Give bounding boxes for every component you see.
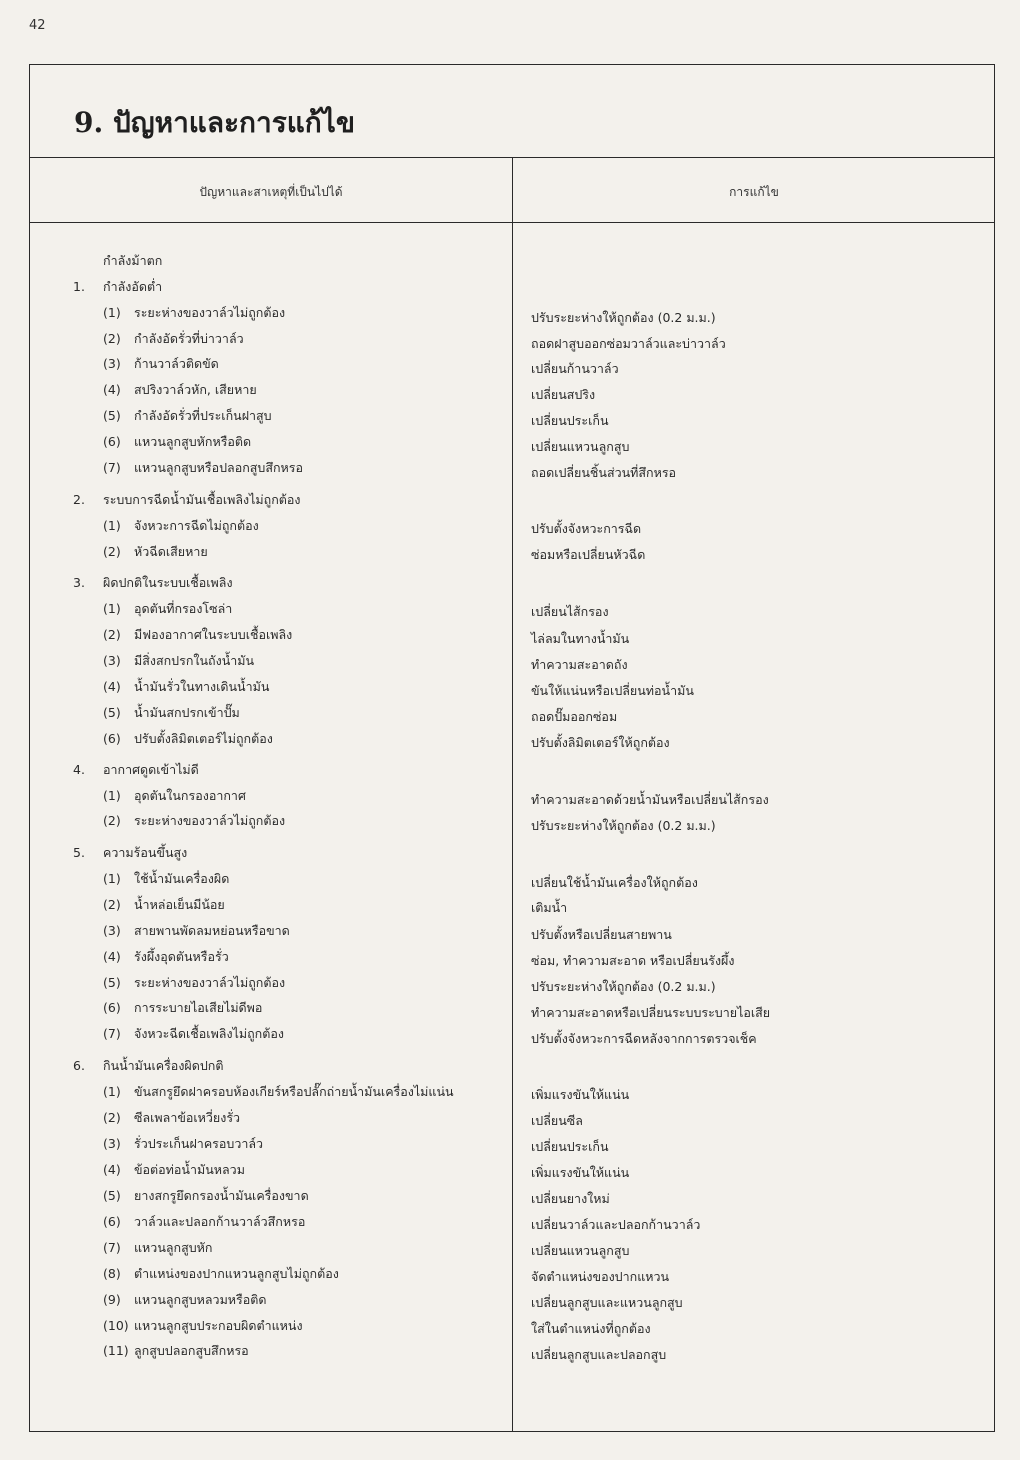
solution-row: ถอดเปลี่ยนชิ้นส่วนที่สึกหรอ	[531, 465, 677, 480]
solution-row: เพิ่มแรงขันให้แน่น	[531, 1087, 630, 1102]
problem-number: (7)	[103, 1240, 121, 1255]
problem-text: รังผึ้งอุดตันหรือรั่ว	[134, 949, 229, 964]
problem-text: อุดตันที่กรองโซล่า	[134, 601, 233, 616]
problem-number: (6)	[103, 1000, 121, 1015]
problem-text: กำลังอัดต่ำ	[103, 279, 163, 294]
problem-number: (5)	[103, 705, 121, 720]
solution-row: เปลี่ยนก้านวาล์ว	[531, 361, 619, 376]
problem-text: ยางสกรูยึดกรองน้ำมันเครื่องขาด	[134, 1188, 309, 1203]
problem-text: กำลังอัดรั่วที่บ่าวาล์ว	[134, 331, 244, 346]
problem-text: แหวนลูกสูบหัก	[134, 1240, 213, 1255]
solution-row: เปลี่ยนแหวนลูกสูบ	[531, 1243, 630, 1258]
problem-text: มีฟองอากาศในระบบเชื้อเพลิง	[134, 627, 293, 642]
problem-text: ลูกสูบปลอกสูบสึกหรอ	[134, 1343, 249, 1358]
solution-row: ไล่ลมในทางน้ำมัน	[531, 631, 630, 646]
page-title: 9. ปัญหาและการแก้ไข	[74, 106, 355, 139]
solution-row: ปรับตั้งหรือเปลี่ยนสายพาน	[531, 927, 672, 942]
problem-text: แหวนลูกสูบประกอบผิดตำแหน่ง	[134, 1318, 303, 1333]
solution-row: เพิ่มแรงขันให้แน่น	[531, 1165, 630, 1180]
troubleshooting-table	[29, 64, 995, 1432]
problem-number: (4)	[103, 679, 121, 694]
solution-row: ปรับระยะห่างให้ถูกต้อง (0.2 ม.ม.)	[531, 979, 716, 994]
problem-text: ความร้อนขึ้นสูง	[103, 845, 188, 860]
problem-number: (1)	[103, 871, 121, 886]
problem-number: 6.	[73, 1058, 85, 1073]
problem-number: (3)	[103, 1136, 121, 1151]
problem-number: (6)	[103, 1214, 121, 1229]
problem-text: จังหวะฉีดเชื้อเพลิงไม่ถูกต้อง	[134, 1026, 284, 1041]
problem-text: จังหวะการฉีดไม่ถูกต้อง	[134, 518, 259, 533]
column-divider	[512, 157, 513, 1431]
solution-row: ปรับตั้งลิมิตเตอร์ให้ถูกต้อง	[531, 735, 670, 750]
solution-row: ปรับตั้งจังหวะการฉีดหลังจากการตรวจเช็ค	[531, 1031, 757, 1046]
problem-text: ขันสกรูยึดฝาครอบห้องเกียร์หรือปลั๊กถ่ายน้ำมันเครื่องไม่แน่น	[134, 1084, 454, 1099]
solution-row: ใส่ในตำแหน่งที่ถูกต้อง	[531, 1321, 651, 1336]
solution-row: ถอดฝาสูบออกซ่อมวาล์วและบ่าวาล์ว	[531, 336, 726, 351]
problem-number: 5.	[73, 845, 85, 860]
problem-text: ใช้น้ำมันเครื่องผิด	[134, 871, 230, 886]
problem-text: ปรับตั้งลิมิตเตอร์ไม่ถูกต้อง	[134, 731, 273, 746]
problem-text: น้ำมันสกปรกเข้าปั๊ม	[134, 705, 240, 720]
problem-text: กำลังอัดรั่วที่ประเก็นฝาสูบ	[134, 408, 272, 423]
problem-text: กินน้ำมันเครื่องผิดปกติ	[103, 1058, 224, 1073]
problem-number: (7)	[103, 1026, 121, 1041]
problem-number: (11)	[103, 1343, 129, 1358]
problem-text: ตำแหน่งของปากแหวนลูกสูบไม่ถูกต้อง	[134, 1266, 339, 1281]
problem-number: (4)	[103, 382, 121, 397]
solution-row: เปลี่ยนลูกสูบและแหวนลูกสูบ	[531, 1295, 683, 1310]
problem-number: 4.	[73, 762, 85, 777]
problem-number: (5)	[103, 975, 121, 990]
solution-row: เติมน้ำ	[531, 900, 568, 915]
problem-text: ก้านวาล์วติดขัด	[134, 356, 219, 371]
solution-row: เปลี่ยนแหวนลูกสูบ	[531, 439, 630, 454]
solution-row: เปลี่ยนยางใหม่	[531, 1191, 610, 1206]
solution-row: เปลี่ยนวาล์วและปลอกก้านวาล์ว	[531, 1217, 701, 1232]
problem-text: สายพานพัดลมหย่อนหรือขาด	[134, 923, 290, 938]
problem-number: 3.	[73, 575, 85, 590]
problem-number: (8)	[103, 1266, 121, 1281]
solution-column-header: การแก้ไข	[729, 185, 779, 199]
problem-number: (2)	[103, 813, 121, 828]
problem-number: (1)	[103, 601, 121, 616]
problem-number: (3)	[103, 356, 121, 371]
solution-row: ซ่อมหรือเปลี่ยนหัวฉีด	[531, 547, 646, 562]
problem-number: (9)	[103, 1292, 121, 1307]
problem-number: (7)	[103, 460, 121, 475]
problem-number: 2.	[73, 492, 85, 507]
solution-row: ปรับตั้งจังหวะการฉีด	[531, 521, 642, 536]
solution-row: ทำความสะอาดด้วยน้ำมันหรือเปลี่ยนไส้กรอง	[531, 792, 769, 807]
problem-text: รั่วประเก็นฝาครอบวาล์ว	[134, 1136, 264, 1151]
problem-number: (1)	[103, 788, 121, 803]
problem-text: การระบายไอเสียไม่ดีพอ	[134, 1000, 263, 1015]
problem-number: (2)	[103, 1110, 121, 1125]
solution-row: ถอดปั๊มออกซ่อม	[531, 709, 618, 724]
solution-row: ทำความสะอาดถัง	[531, 657, 628, 672]
problem-number: (1)	[103, 1084, 121, 1099]
problem-number: (2)	[103, 331, 121, 346]
solution-row: ขันให้แน่นหรือเปลี่ยนท่อน้ำมัน	[531, 683, 694, 698]
problem-text: อากาศดูดเข้าไม่ดี	[103, 762, 199, 777]
problem-number: (4)	[103, 1162, 121, 1177]
solution-row: เปลี่ยนใช้น้ำมันเครื่องให้ถูกต้อง	[531, 875, 698, 890]
problem-number: (5)	[103, 408, 121, 423]
page-number: 42	[29, 18, 46, 33]
problem-text: กำลังม้าตก	[103, 253, 163, 268]
problem-text: ระยะห่างของวาล์วไม่ถูกต้อง	[134, 305, 286, 320]
problem-number: (3)	[103, 653, 121, 668]
solution-row: ซ่อม, ทำความสะอาด หรือเปลี่ยนรังผึ้ง	[531, 953, 735, 968]
problem-text: อุดตันในกรองอากาศ	[134, 788, 246, 803]
problem-number: (4)	[103, 949, 121, 964]
problem-number: 1.	[73, 279, 85, 294]
problem-text: ผิดปกติในระบบเชื้อเพลิง	[103, 575, 233, 590]
solution-row: ทำความสะอาดหรือเปลี่ยนระบบระบายไอเสีย	[531, 1005, 771, 1020]
problem-number: (1)	[103, 305, 121, 320]
solution-row: จัดตำแหน่งของปากแหวน	[531, 1269, 670, 1284]
problem-text: มีสิ่งสกปรกในถังน้ำมัน	[134, 653, 255, 668]
problem-text: แหวนลูกสูบหักหรือติด	[134, 434, 252, 449]
problem-number: (6)	[103, 731, 121, 746]
problem-number: (2)	[103, 544, 121, 559]
solution-row: ปรับระยะห่างให้ถูกต้อง (0.2 ม.ม.)	[531, 310, 716, 325]
solution-row: เปลี่ยนประเก็น	[531, 413, 609, 428]
problem-number: (1)	[103, 518, 121, 533]
problem-text: สปริงวาล์วหัก, เสียหาย	[134, 382, 257, 397]
problem-number: (2)	[103, 897, 121, 912]
problem-text: ระยะห่างของวาล์วไม่ถูกต้อง	[134, 975, 286, 990]
problem-number: (6)	[103, 434, 121, 449]
solution-row: เปลี่ยนประเก็น	[531, 1139, 609, 1154]
problem-text: แหวนลูกสูบหรือปลอกสูบสึกหรอ	[134, 460, 304, 475]
problem-number: (5)	[103, 1188, 121, 1203]
problem-text: ซีลเพลาข้อเหวี่ยงรั่ว	[134, 1110, 241, 1125]
problem-text: น้ำหล่อเย็นมีน้อย	[134, 897, 225, 912]
problem-number: (10)	[103, 1318, 129, 1333]
problem-text: วาล์วและปลอกก้านวาล์วสึกหรอ	[134, 1214, 306, 1229]
solution-row: เปลี่ยนซีล	[531, 1113, 583, 1128]
problem-text: ข้อต่อท่อน้ำมันหลวม	[134, 1162, 245, 1177]
problem-text: หัวฉีดเสียหาย	[134, 544, 208, 559]
problem-text: น้ำมันรั่วในทางเดินน้ำมัน	[134, 679, 270, 694]
solution-row: เปลี่ยนสปริง	[531, 387, 596, 402]
problem-text: ระยะห่างของวาล์วไม่ถูกต้อง	[134, 813, 286, 828]
problem-number: (3)	[103, 923, 121, 938]
problem-number: (2)	[103, 627, 121, 642]
header-divider	[30, 222, 994, 223]
problem-column-header: ปัญหาและสาเหตุที่เป็นไปได้	[199, 185, 343, 199]
solution-row: เปลี่ยนลูกสูบและปลอกสูบ	[531, 1347, 667, 1362]
solution-row: ปรับระยะห่างให้ถูกต้อง (0.2 ม.ม.)	[531, 818, 716, 833]
solution-row: เปลี่ยนไส้กรอง	[531, 604, 609, 619]
problem-text: แหวนลูกสูบหลวมหรือติด	[134, 1292, 267, 1307]
problem-text: ระบบการฉีดน้ำมันเชื้อเพลิงไม่ถูกต้อง	[103, 492, 301, 507]
